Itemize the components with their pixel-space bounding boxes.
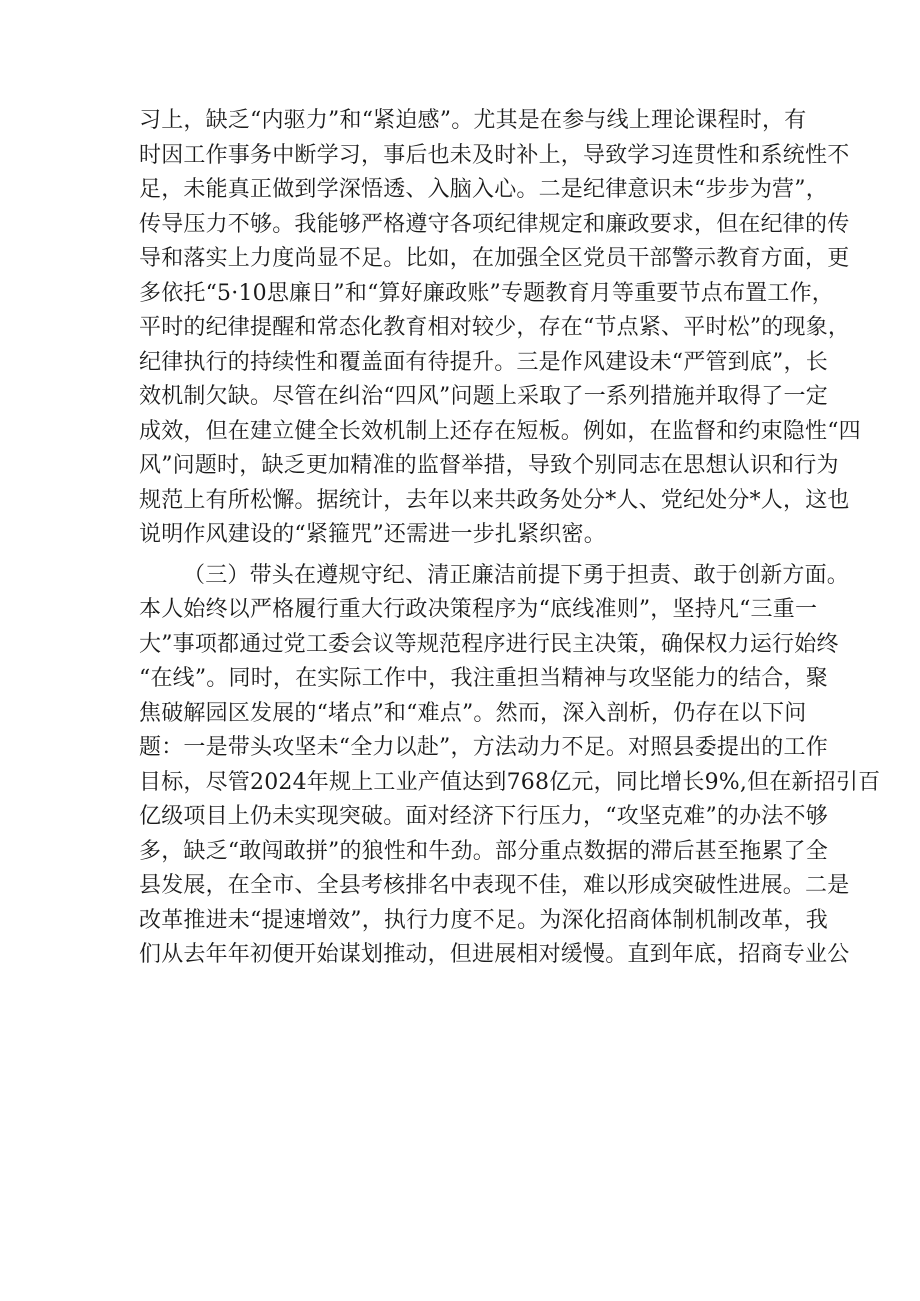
text-line: 县发展，在全市、全县考核排名中表现不佳，难以形成突破性进展。二是 <box>139 873 850 898</box>
text-line: 效机制欠缺。尽管在纠治“四风”问题上采取了一系列措施并取得了一定 <box>139 384 828 409</box>
text-line: 焦破解园区发展的“堵点”和“难点”。然而，深入剖析，仍存在以下问 <box>139 700 807 726</box>
text-line: 目标，尽管2024年规上工业产值达到768亿元，同比增长9%,但在新招引百 <box>139 769 881 795</box>
text-line: 纪律执行的持续性和覆盖面有待提升。三是作风建设未“严管到底”，长 <box>139 349 828 375</box>
text-line: 平时的纪律提醒和常态化教育相对较少，存在“节点紧、平时松”的现象， <box>139 315 851 340</box>
text-line: 传导压力不够。我能够严格遵守各项纪律规定和廉政要求，但在纪律的传 <box>139 211 850 237</box>
text-line: 规范上有所松懈。据统计，去年以来共政务处分*人、党纪处分*人，这也 <box>139 487 850 513</box>
paragraph <box>139 104 861 553</box>
text-line: “在线”。同时，在实际工作中，我注重担当精神与攻坚能力的结合，聚 <box>139 666 828 691</box>
text-line: 改革推进未“提速增效”，执行力度不足。为深化招商体制机制改革，我 <box>139 907 828 933</box>
text-line: 时因工作事务中断学习，事后也未及时补上，导致学习连贯性和系统性不 <box>139 142 850 168</box>
text-line: 亿级项目上仍未实现突破。面对经济下行压力，“攻坚克难”的办法不够 <box>139 804 828 829</box>
text-line: 习上，缺乏“内驱力”和“紧迫感”。尤其是在参与线上理论课程时，有 <box>139 108 807 133</box>
text-line: 风”问题时，缺乏更加精准的监督举措，导致个别同志在思想认识和行为 <box>139 453 839 478</box>
text-line: 足，未能真正做到学深悟透、入脑入心。二是纪律意识未“步步为营”， <box>139 177 828 202</box>
text-line: 题：一是带头攻坚未“全力以赴”，方法动力不足。对照县委提出的工作 <box>139 735 828 760</box>
text-line: 多依托“5·10思廉日”和“算好廉政账”专题教育月等重要节点布置工作， <box>139 280 834 306</box>
text-line: 多，缺乏“敢闯敢拼”的狼性和牛劲。部分重点数据的滞后甚至拖累了全 <box>139 838 828 864</box>
text-line: 本人始终以严格履行重大行政决策程序为“底线准则”，坚持凡“三重一 <box>139 597 818 622</box>
document-body <box>139 104 881 973</box>
text-line: 导和落实上力度尚显不足。比如，在加强全区党员干部警示教育方面，更 <box>139 246 850 271</box>
text-line: 们从去年年初便开始谋划推动，但进展相对缓慢。直到年底，招商专业公 <box>139 942 850 967</box>
paragraph <box>139 559 881 973</box>
text-line: 成效，但在建立健全长效机制上还存在短板。例如，在监督和约束隐性“四 <box>139 418 861 444</box>
text-line: 说明作风建设的“紧箍咒”还需进一步扎紧织密。 <box>139 522 606 547</box>
text-line: （三）带头在遵规守纪、清正廉洁前提下勇于担责、敢于创新方面。 <box>183 562 850 588</box>
text-line: 大”事项都通过党工委会议等规范程序进行民主决策，确保权力运行始终 <box>139 631 839 657</box>
